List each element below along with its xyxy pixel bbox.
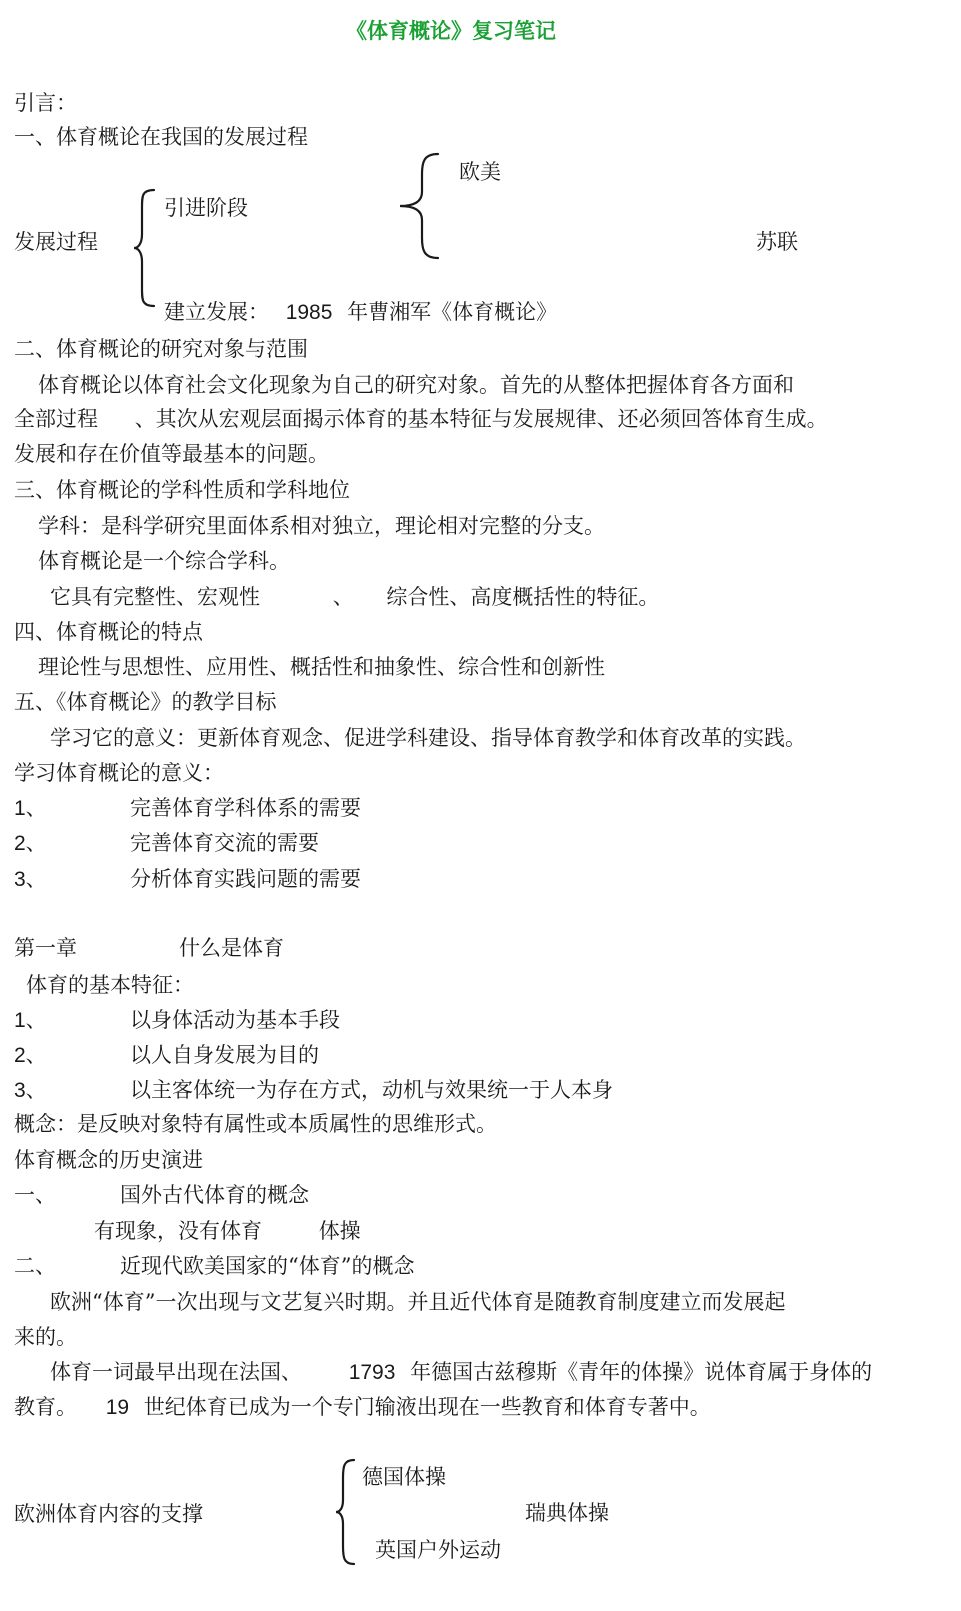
section-3-heading: 三、体育概论的学科性质和学科地位 <box>14 478 350 502</box>
history-heading: 体育概念的历史演进 <box>14 1148 203 1172</box>
support-label: 欧洲体育内容的支撑 <box>14 1502 203 1526</box>
chapter-1-para-3a: 体育一词最早出现在法国、 <box>50 1360 302 1384</box>
chapter-1-name: 什么是体育 <box>179 936 284 960</box>
list-item-text: 以人自身发展为目的 <box>130 1043 319 1067</box>
brace-introduction <box>398 152 444 260</box>
support-item-swedish-gymnastics: 瑞典体操 <box>525 1501 609 1525</box>
list-item <box>14 1077 613 1104</box>
list-item-number: 1、 <box>14 797 47 820</box>
section-1-heading: 一、体育概论在我国的发展过程 <box>14 125 308 149</box>
history-item-1-detail <box>94 1218 361 1244</box>
sub-europe-america: 欧美 <box>459 160 501 184</box>
chapter-1-para-3 <box>50 1359 872 1386</box>
chapter-1-para-4a: 教育。 <box>14 1395 77 1419</box>
chapter-1-para-4b: 世纪体育已成为一个专门输液出现在一些教育和体育专著中。 <box>143 1395 711 1419</box>
list-item-number: 2、 <box>14 832 47 855</box>
stage-establishment-label: 建立发展： <box>164 300 269 324</box>
stage-establishment <box>164 299 557 326</box>
list-item <box>14 866 361 893</box>
brace-support <box>334 1458 360 1566</box>
list-item-number: 1、 <box>14 1009 47 1032</box>
history-item-1 <box>14 1182 309 1208</box>
list-item-text: 完善体育交流的需要 <box>130 831 319 855</box>
history-item-1-text: 国外古代体育的概念 <box>120 1183 309 1207</box>
section-2-para-1: 体育概论以体育社会文化现象为自己的研究对象。首先的从整体把握体育各方面和 <box>38 373 794 397</box>
list-item-text: 以主客体统一为存在方式，动机与效果统一于人本身 <box>130 1078 613 1102</box>
section-3-para-3 <box>50 584 659 610</box>
section-2-para-2b: 、其次从宏观层面揭示体育的基本特征与发展规律、还必须回答体育生成。 <box>134 407 828 431</box>
chapter-1-para-3b: 年德国古兹穆斯《青年的体操》说体育属于身体的 <box>410 1360 873 1384</box>
section-3-para-3a: 它具有完整性、宏观性 <box>50 585 260 609</box>
history-item-1-detail-b: 体操 <box>318 1219 361 1243</box>
list-item-text: 分析体育实践问题的需要 <box>130 867 361 891</box>
section-5-para-2: 学习体育概论的意义： <box>14 761 224 785</box>
section-2-para-2a: 全部过程 <box>14 407 98 431</box>
chapter-1-para-1: 欧洲“体育”一次出现与文艺复兴时期。并且近代体育是随教育制度建立而发展起 <box>50 1290 786 1314</box>
chapter-1-para-4-number: 19 <box>105 1396 130 1419</box>
section-2-heading: 二、体育概论的研究对象与范围 <box>14 337 308 361</box>
section-3-para-3b: 、 <box>332 585 354 609</box>
support-item-german-gymnastics: 德国体操 <box>362 1465 446 1489</box>
list-item <box>14 1042 319 1069</box>
list-item-text: 完善体育学科体系的需要 <box>130 796 361 820</box>
section-4-heading: 四、体育概论的特点 <box>14 620 203 644</box>
page-title: 《体育概论》复习笔记 <box>346 19 556 43</box>
history-item-2 <box>14 1253 414 1279</box>
list-item <box>14 1007 340 1034</box>
list-item <box>14 830 319 857</box>
section-5-para-1: 学习它的意义：更新体育观念、促进学科建设、指导体育教学和体育改革的实践。 <box>50 726 806 750</box>
sub-soviet-union: 苏联 <box>756 230 798 254</box>
section-3-para-3c: 综合性、高度概括性的特征。 <box>386 585 660 609</box>
chapter-1-para-2: 来的。 <box>14 1325 77 1349</box>
history-item-1-detail-a: 有现象，没有体育 <box>94 1219 262 1243</box>
list-item-number: 2、 <box>14 1044 47 1067</box>
section-3-para-1: 学科：是科学研究里面体系相对独立，理论相对完整的分支。 <box>38 514 605 538</box>
chapter-1-para-4 <box>14 1394 711 1421</box>
history-item-1-number: 一、 <box>14 1183 56 1207</box>
list-item-number: 3、 <box>14 1079 47 1102</box>
section-2-para-2 <box>14 406 828 432</box>
section-4-para-1: 理论性与思想性、应用性、概括性和抽象性、综合性和创新性 <box>38 655 605 679</box>
chapter-1-features-heading: 体育的基本特征： <box>26 973 194 997</box>
history-item-2-number: 二、 <box>14 1254 56 1278</box>
section-3-para-2: 体育概论是一个综合学科。 <box>38 549 290 573</box>
stage-introduction: 引进阶段 <box>164 196 248 220</box>
list-item-text: 以身体活动为基本手段 <box>130 1008 340 1032</box>
stage-establishment-year: 1985 <box>285 301 333 324</box>
chapter-1-para-3-year: 1793 <box>348 1361 396 1384</box>
chapter-1-label: 第一章 <box>14 936 77 960</box>
section-2-para-3: 发展和存在价值等最基本的问题。 <box>14 442 329 466</box>
concept-definition: 概念：是反映对象特有属性或本质属性的思维形式。 <box>14 1112 497 1136</box>
intro-heading: 引言： <box>14 91 77 115</box>
development-label: 发展过程 <box>14 230 98 254</box>
support-item-english-outdoor-sports: 英国户外运动 <box>375 1538 501 1562</box>
list-item-number: 3、 <box>14 868 47 891</box>
history-item-2-text: 近现代欧美国家的“体育”的概念 <box>120 1254 415 1278</box>
list-item <box>14 795 361 822</box>
section-5-heading: 五、《体育概论》的教学目标 <box>14 690 277 714</box>
brace-development <box>132 188 162 308</box>
stage-establishment-text: 年曹湘军《体育概论》 <box>347 300 558 324</box>
chapter-1-heading <box>14 935 284 961</box>
